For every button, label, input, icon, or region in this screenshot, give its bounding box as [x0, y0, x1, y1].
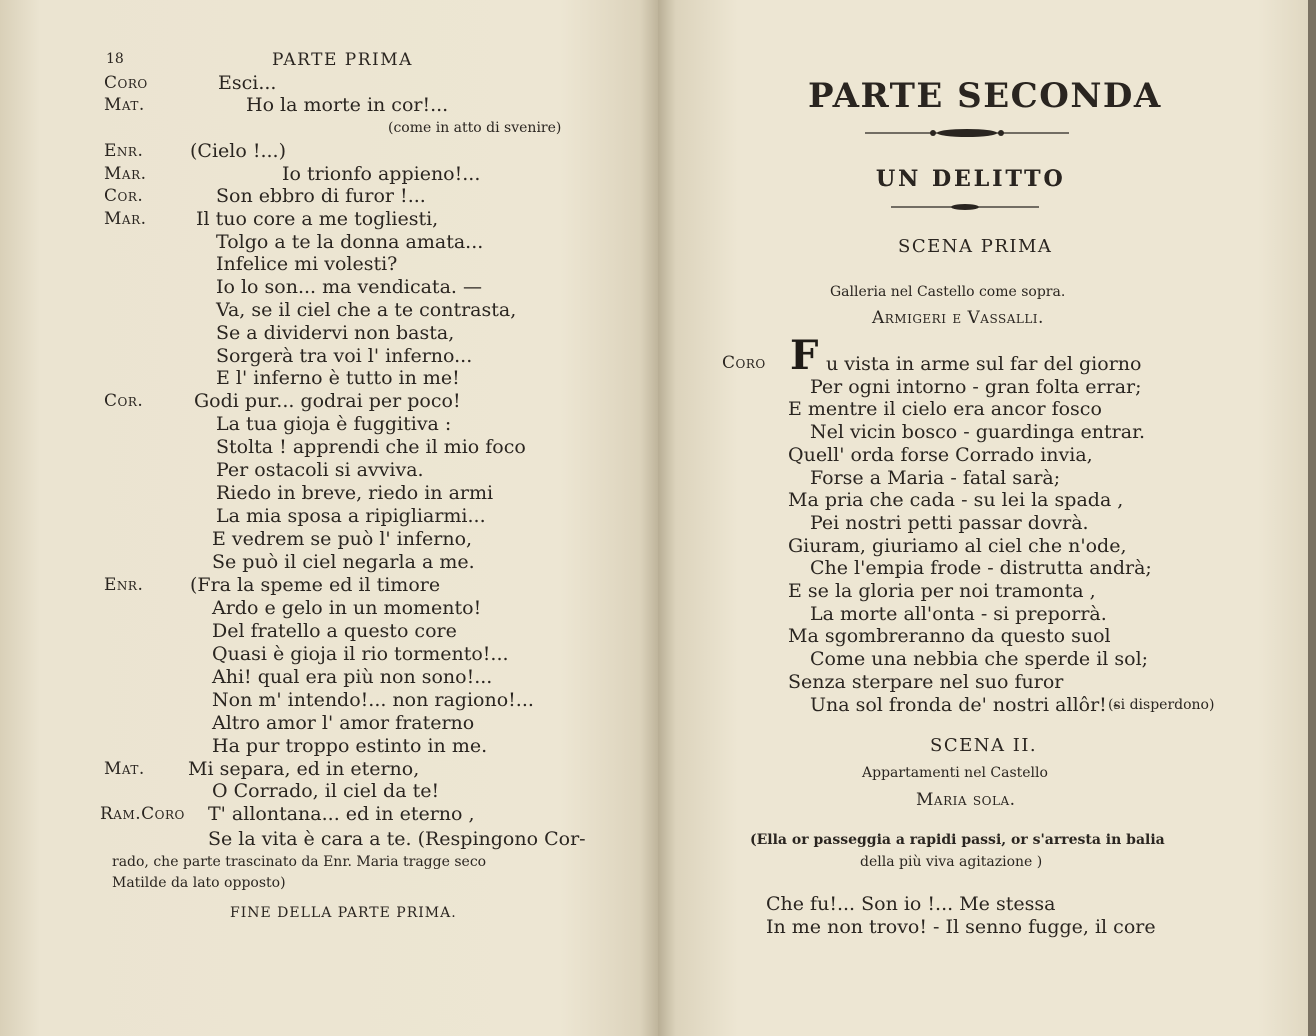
verse-line: Se può il ciel negarla a me.: [212, 551, 475, 573]
speaker-label: Mat.: [104, 95, 145, 115]
page-number: 18: [106, 51, 124, 67]
speaker-label: Cor.: [104, 391, 144, 411]
verse-line: Per ostacoli si avviva.: [216, 459, 424, 481]
verse-line: Per ogni intorno - gran folta errar;: [810, 375, 1142, 398]
verse-line: Sorgerà tra voi l' inferno...: [216, 345, 473, 367]
verse-line: T' allontana... ed in eterno ,: [208, 803, 475, 825]
verse-line: Io trionfo appieno!...: [282, 163, 481, 185]
speaker-label: Enr.: [104, 141, 144, 161]
stage-direction-exit: (si disperdono): [1108, 697, 1215, 713]
verse-line: Una sol fronda de' nostri allôr! -: [810, 693, 1120, 716]
verse-line: Io lo son... ma vendicata. —: [216, 276, 482, 298]
verse-line: (Cielo !...): [190, 140, 286, 162]
verse-line: Senza sterpare nel suo furor: [788, 670, 1064, 693]
stage-direction-line: Matilde da lato opposto): [112, 875, 286, 891]
speaker-label: Ram.Coro: [100, 804, 185, 824]
speaker-label: Cor.: [104, 186, 144, 206]
scene1-setting: Galleria nel Castello come sopra.: [830, 284, 1066, 300]
verse-line: Ardo e gelo in un momento!: [212, 597, 482, 619]
verse-line: Son ebbro di furor !...: [216, 185, 426, 207]
verse-line: Forse a Maria - fatal sarà;: [810, 466, 1061, 489]
scene2-heading: SCENA II.: [930, 735, 1038, 756]
scene1-heading: SCENA PRIMA: [898, 236, 1053, 257]
verse-line: O Corrado, il ciel da te!: [212, 780, 440, 802]
verse-line: E se la gloria per noi tramonta ,: [788, 580, 1096, 602]
verse-line: In me non trovo! - Il senno fugge, il core: [766, 916, 1156, 938]
verse-line: Ho la morte in cor!...: [246, 94, 449, 116]
verse-line: Ma sgombreranno da questo suol: [788, 625, 1111, 648]
verse-line: Quell' orda forse Corrado invia,: [788, 443, 1093, 466]
verse-line: Giuram, giuriamo al ciel che n'ode,: [788, 534, 1127, 557]
verse-line: Che l'empia frode - distrutta andrà;: [810, 557, 1152, 580]
drop-cap: F: [790, 332, 819, 379]
right-page: [658, 0, 1308, 1036]
ornament-rule: [865, 127, 1069, 139]
verse-line: Riedo in breve, riedo in armi: [216, 482, 494, 504]
stage-direction-line: (Ella or passeggia a rapidi passi, or s'arresta in balia: [750, 832, 1165, 848]
ornament-rule-small: [891, 202, 1039, 212]
verse-line: Va, se il ciel che a te contrasta,: [216, 299, 517, 321]
verse-line: Se a dividervi non basta,: [216, 322, 455, 344]
stage-direction-line: rado, che parte trascinato da Enr. Maria tragge seco: [112, 854, 487, 870]
verse-line: Del fratello a questo core: [212, 620, 457, 642]
scene2-characters: Maria sola.: [916, 790, 1016, 810]
verse-line: Il tuo core a me togliesti,: [196, 208, 439, 230]
speaker-label: Coro: [722, 353, 766, 373]
verse-line: Quasi è gioja il rio tormento!...: [212, 643, 509, 665]
end-note: FINE DELLA PARTE PRIMA.: [230, 905, 457, 921]
verse-line: Ahi! qual era più non sono!...: [212, 666, 493, 688]
verse-line: Che fu!... Son io !... Me stessa: [766, 893, 1056, 915]
verse-line: Infelice mi volesti?: [216, 253, 398, 275]
verse-line: Pei nostri petti passar dovrà.: [810, 511, 1089, 534]
verse-line: (come in atto di svenire): [388, 120, 562, 136]
speaker-label: Mar.: [104, 209, 147, 229]
verse-line: Come una nebbia che sperde il sol;: [810, 648, 1149, 671]
verse-line: E mentre il cielo era ancor fosco: [788, 398, 1102, 421]
scene1-characters: Armigeri e Vassalli.: [872, 308, 1044, 328]
speaker-label: Enr.: [104, 575, 144, 595]
stage-direction-line: della più viva agitazione ): [860, 854, 1043, 870]
verse-line: (Fra la speme ed il timore: [190, 574, 441, 596]
verse-line: La tua gioja è fuggitiva :: [216, 413, 452, 435]
verse-line: Non m' intendo!... non ragiono!...: [212, 689, 534, 711]
verse-line: La mia sposa a ripigliarmi...: [216, 505, 486, 527]
verse-line: Stolta ! apprendi che il mio foco: [216, 436, 526, 458]
verse-line: Mi separa, ed in eterno,: [188, 758, 420, 780]
speaker-label: Coro: [104, 73, 148, 93]
verse-line: Ha pur troppo estinto in me.: [212, 735, 488, 757]
verse-line: Godi pur... godrai per poco!: [194, 390, 461, 412]
verse-line: Nel vicin bosco - guardinga entrar.: [810, 421, 1146, 444]
speaker-label: Mar.: [104, 164, 147, 184]
scene2-setting: Appartamenti nel Castello: [862, 765, 1048, 781]
running-head: PARTE PRIMA: [272, 50, 413, 70]
verse-line: Esci...: [218, 72, 277, 94]
verse-line: Ma pria che cada - su lei la spada ,: [788, 489, 1124, 512]
verse-line: Se la vita è cara a te. (Respingono Cor-: [208, 828, 586, 850]
act-title: UN DELITTO: [876, 166, 1066, 192]
speaker-label: Mat.: [104, 759, 145, 779]
verse-line: La morte all'onta - si preporrà.: [810, 602, 1107, 625]
verse-line: E l' inferno è tutto in me!: [216, 367, 460, 389]
part-title: PARTE SECONDA: [808, 76, 1162, 116]
verse-line: Altro amor l' amor fraterno: [212, 712, 475, 734]
verse-line: u vista in arme sul far del giorno: [826, 353, 1142, 375]
verse-line: E vedrem se può l' inferno,: [212, 528, 473, 550]
page-edge: [1308, 0, 1316, 1036]
verse-line: Tolgo a te la donna amata...: [216, 231, 484, 253]
